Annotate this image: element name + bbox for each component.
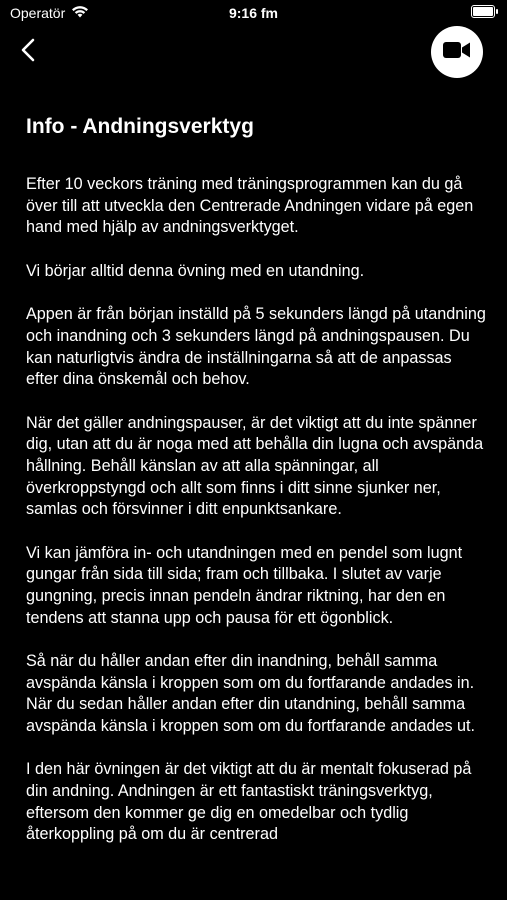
carrier-label: Operatör xyxy=(10,5,66,21)
paragraph: Så när du håller andan efter din inandning, behåll samma avspända känsla i kroppen som om du fortfarande andades in. När du sedan håller andan efter din utandning, behåll samma avspända känsla i kroppen som om du fortfarande andades ut. xyxy=(26,652,476,735)
paragraph: Appen är från början inställd på 5 sekunders längd på utandning och inandning och 3 sekunders längd på andningspausen. Du kan naturligtvis ändra de inställningarna så att de anpassas efter dina önskemål och behov. xyxy=(26,305,486,389)
paragraph: Vi kan jämföra in- och utandningen med en pendel som lugnt gungar från sida till sida; fram och tillbaka. I slutet av varje gungning, precis innan pendeln ändrar riktning, har den en tendens att stanna upp och pausa för ett ögonblick. xyxy=(26,543,463,627)
status-bar xyxy=(0,0,507,28)
video-button[interactable] xyxy=(431,26,483,78)
paragraph: Efter 10 veckors träning med träningsprogrammen kan du gå över till att utveckla den Centrerade Andningen vidare på egen hand med hjälp av andningsverktyget. xyxy=(26,175,474,237)
info-content xyxy=(26,114,486,868)
paragraph: Vi börjar alltid denna övning med en utandning. xyxy=(26,261,365,280)
video-camera-icon xyxy=(443,41,471,64)
paragraph: När det gäller andningspauser, är det viktigt att du inte spänner dig, utan att du är noga med att behålla din lugna och avspända hållning. Behåll känslan av att alla spänningar, all överkroppstyngd och allt som finns i ditt sinne sjunker ner, samlas och försvinner i ditt enpunktsankare. xyxy=(26,413,484,519)
status-time: 9:16 fm xyxy=(228,5,279,21)
chevron-left-icon xyxy=(21,38,35,67)
battery-icon xyxy=(471,5,495,18)
back-button[interactable] xyxy=(10,32,46,72)
paragraph: I den här övningen är det viktigt att du är mentalt fokuserad på din andning. Andningen är ett fantastiskt träningsverktyg, eftersom den kommer ge dig en omedelbar och tydlig återkoppling på om du är centrerad xyxy=(26,760,472,844)
page-title: Info - Andningsverktyg xyxy=(26,115,254,138)
